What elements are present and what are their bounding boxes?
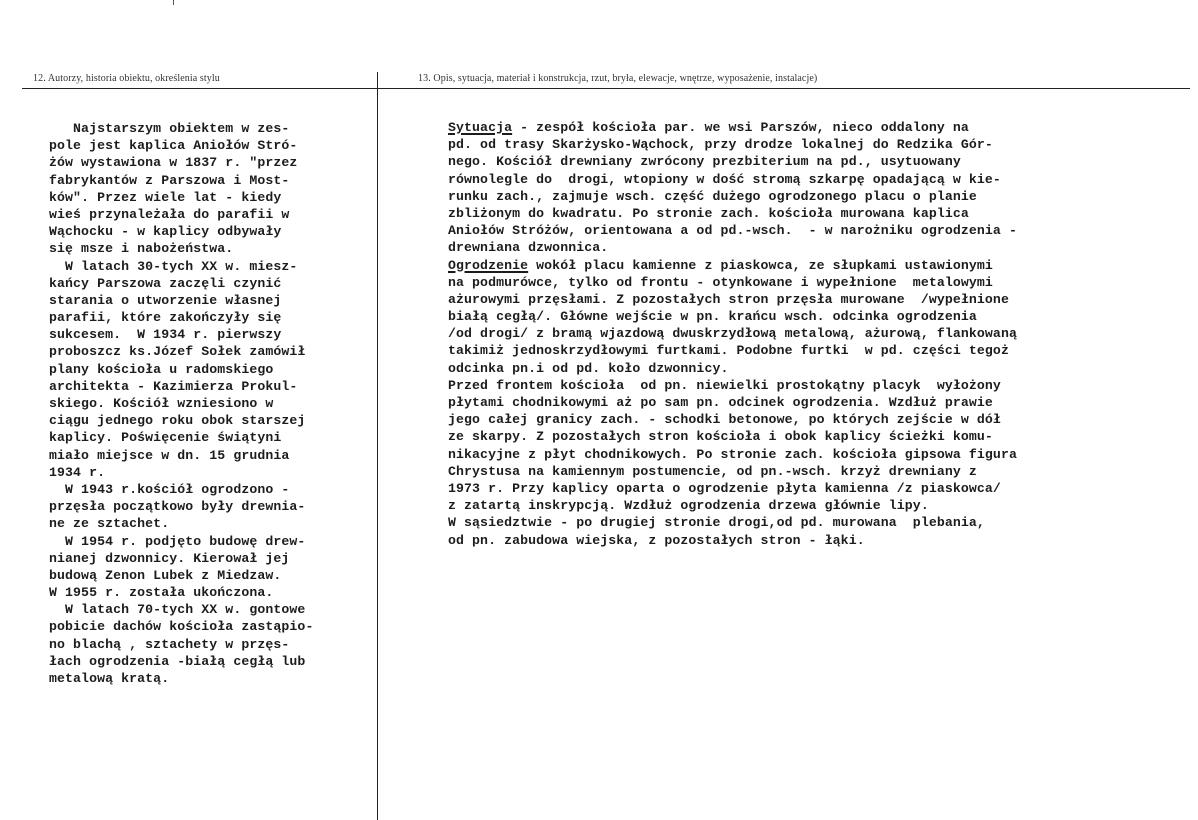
left-column-header: 12. Autorzy, historia obiektu, określenia stylu <box>33 73 220 84</box>
text-line: białą cegłą/. Główne wejście w pn. krańcu wsch. odcinka ogrodzenia <box>448 309 977 325</box>
text-line: odcinka pn.i od pd. koło dzwonnicy. <box>448 360 729 376</box>
history-text <box>49 120 379 687</box>
text-line: Ogrodzenie wokół placu kamienne z piaskowca, ze słupkami ustawionymi <box>448 257 993 273</box>
text-line: W 1954 r. podjęto budowę drew- <box>49 533 306 549</box>
text-line: W latach 70-tych XX w. gontowe <box>49 602 306 618</box>
text-line: na podmurówce, tylko od frontu - otynkowane i wypełnione metalowymi <box>448 274 993 290</box>
text-line: ków". Przez wiele lat - kiedy <box>49 189 282 205</box>
description-paragraph <box>448 257 1168 377</box>
text-line: fabrykantów z Parszowa i Most- <box>49 172 290 188</box>
header-rule <box>22 88 1190 89</box>
text-line: miało miejsce w dn. 15 grudnia <box>49 447 290 463</box>
text-line: od pn. zabudowa wiejska, z pozostałych stron - łąki. <box>448 532 865 548</box>
text-line: ażurowymi przęsłami. Z pozostałych stron przęsła murowane /wypełnione <box>448 291 1009 307</box>
text-line: Aniołów Stróżów, orientowana a od pd.-wsch. - w narożniku ogrodzenia - <box>448 223 1017 239</box>
text-line: nego. Kościół drewniany zwrócony prezbiterium na pd., usytuowany <box>448 154 961 170</box>
text-line: metalową kratą. <box>49 671 170 686</box>
history-paragraph <box>49 120 379 258</box>
text-line: z zatartą inskrypcją. Wzdłuż ogrodzenia drzewa głównie lipy. <box>448 498 929 514</box>
description-paragraph <box>448 119 1168 257</box>
text-line: W 1943 r.kościół ogrodzono - <box>49 481 290 497</box>
text-line: 1934 r. <box>49 464 106 480</box>
text-line: proboszcz ks.Józef Sołek zamówił <box>49 344 306 360</box>
text-line: ze skarpy. Z pozostałych stron kościoła i obok kaplicy ścieżki komu- <box>448 429 993 445</box>
text-line: łach ogrodzenia -białą cegłą lub <box>49 653 306 669</box>
text-line: wieś przynależała do parafii w <box>49 206 290 222</box>
text-line: starania o utworzenie własnej <box>49 292 282 308</box>
text-line: się msze i nabożeństwa. <box>49 241 234 257</box>
text-line: pole jest kaplica Aniołów Stró- <box>49 138 298 154</box>
text-line: 1973 r. Przy kaplicy oparta o ogrodzenie płyta kamienna /z piaskowca/ <box>448 480 1001 496</box>
description-paragraph <box>448 377 1168 515</box>
history-paragraph <box>49 601 379 687</box>
description-paragraph <box>448 514 1168 548</box>
scan-speck <box>173 0 174 5</box>
text-line: plany kościoła u radomskiego <box>49 361 274 377</box>
history-paragraph <box>49 258 379 481</box>
right-column-header: 13. Opis, sytuacja, materiał i konstrukcja, rzut, bryła, elewacje, wnętrze, wyposażenie, instalacje) <box>418 73 818 84</box>
text-line: nikacyjne z płyt chodnikowych. Po stronie zach. kościoła gipsowa figura <box>448 446 1017 462</box>
description-text <box>448 119 1168 549</box>
text-line: architekta - Kazimierza Prokul- <box>49 378 298 394</box>
text-line: sukcesem. W 1934 r. pierwszy <box>49 327 282 343</box>
history-paragraph <box>49 481 379 533</box>
text-line: no blachą , sztachety w przęs- <box>49 636 290 652</box>
history-paragraph <box>49 533 379 602</box>
text-line: płytami chodnikowymi aż po sam pn. odcinek ogrodzenia. Wzdłuż prawie <box>448 395 993 410</box>
text-line: przęsła początkowo były drewnia- <box>49 499 306 515</box>
text-line: kańcy Parszowa zaczęli czynić <box>49 275 282 291</box>
text-line: takimiż jednoskrzydłowymi furtkami. Podobne furtki w pd. części tegoż <box>448 343 1009 359</box>
text-line: Chrystusa na kamiennym postumencie, od pn.-wsch. krzyż drewniany z <box>448 463 977 479</box>
text-line: parafii, które zakończyły się <box>49 310 282 326</box>
text-line: W sąsiedztwie - po drugiej stronie drogi,od pd. murowana plebania, <box>448 515 985 531</box>
text-line: pd. od trasy Skarżysko-Wąchock, przy drodze lokalnej do Redzika Gór- <box>448 137 993 153</box>
text-line: W latach 30-tych XX w. miesz- <box>49 258 298 274</box>
text-line: pobicie dachów kościoła zastąpio- <box>49 619 314 635</box>
text-line: nianej dzwonnicy. Kierował jej <box>49 550 290 566</box>
text-line: budową Zenon Lubek z Miedzaw. <box>49 567 282 583</box>
text-line: /od drogi/ z bramą wjazdową dwuskrzydłową metalową, ażurową, flankowaną <box>448 326 1017 342</box>
text-line: ne ze sztachet. <box>49 516 170 532</box>
text-line: równolegle do drogi, wtopiony w dość stromą szkarpę opadającą w kie- <box>448 171 1001 187</box>
section-lead: Sytuacja <box>448 120 513 135</box>
text-line: Przed frontem kościoła od pn. niewielki prostokątny placyk wyłożony <box>448 377 1001 393</box>
text-line: Najstarszym obiektem w zes- <box>49 121 290 136</box>
section-lead: Ogrodzenie <box>448 257 529 273</box>
text-line: drewniana dzwonnica. <box>448 240 609 256</box>
text-line: zbliżonym do kwadratu. Po stronie zach. kościoła murowana kaplica <box>448 205 969 221</box>
text-line: skiego. Kościół wzniesiono w <box>49 396 274 411</box>
text-line: Wąchocku - w kaplicy odbywały <box>49 224 282 240</box>
text-line: runku zach., zajmuje wsch. część dużego ogrodzonego placu o planie <box>448 188 977 204</box>
text-line: kaplicy. Poświęcenie świątyni <box>49 430 282 446</box>
text-line: Sytuacja - zespół kościoła par. we wsi Parszów, nieco oddalony na <box>448 120 969 135</box>
text-line: jego całej granicy zach. - schodki betonowe, po których zejście w dół <box>448 412 1001 428</box>
text-line: W 1955 r. została ukończona. <box>49 585 274 601</box>
text-line: żów wystawiona w 1837 r. "przez <box>49 155 298 171</box>
text-line: ciągu jednego roku obok starszej <box>49 413 306 429</box>
